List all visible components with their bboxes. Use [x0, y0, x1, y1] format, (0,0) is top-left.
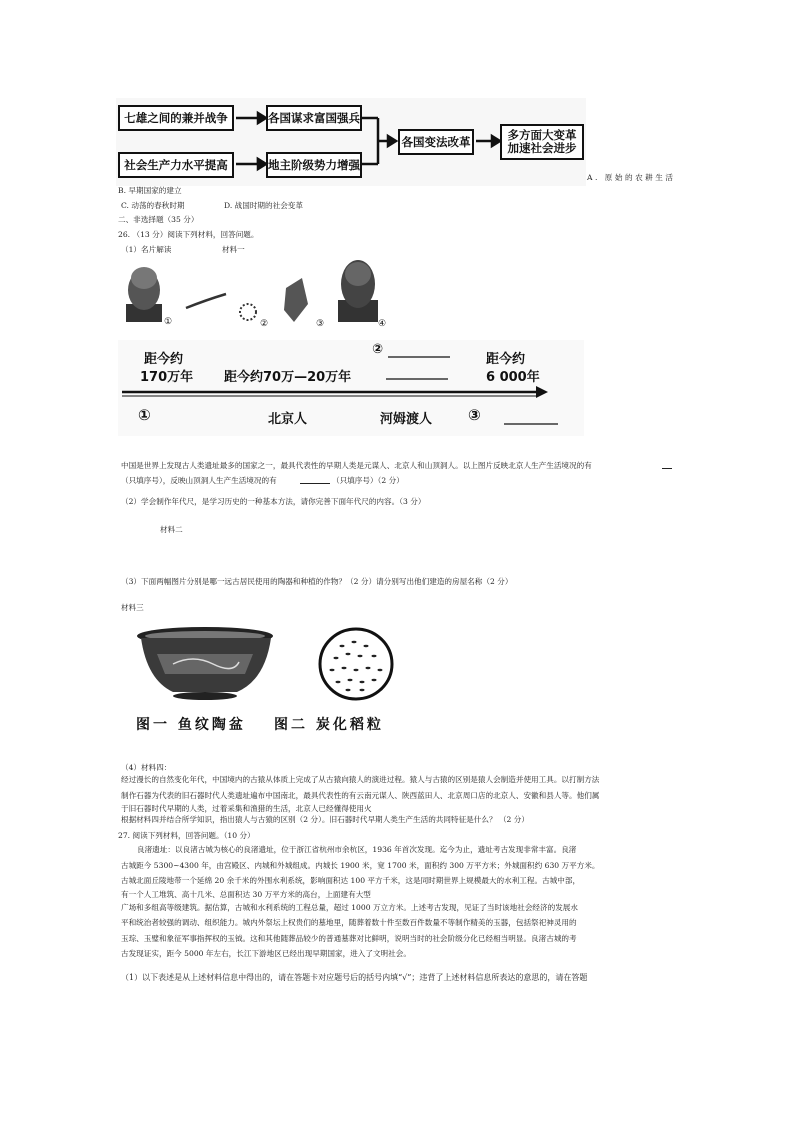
flow-diagram	[116, 98, 586, 186]
q27-material	[121, 842, 600, 962]
bust-peking-image	[338, 260, 378, 322]
q27-heading: 27. 阅读下列材料，回答问题。（10 分）	[118, 831, 255, 840]
tl-label-3b: 6 000年	[486, 370, 540, 385]
q27-line-2: 古城距今 5300~4300 年，由宫殿区、内城和外城组成。内城长 1900 米，宽 1700 米，面积约 300 万平方米；外城面积约 630 万平方米。	[121, 860, 600, 870]
q27-line-8: 古发现证实，距今 5000 年左右，长江下游地区已经出现早期国家，进入了文明社会。	[121, 949, 411, 958]
tl-blank-2: ②	[372, 342, 384, 357]
material-4-line-4: 根据材料四并结合所学知识，指出猿人与古猿的区别（2 分）。旧石器时代早期人类生产生活的共同特征是什么？ （2 分）	[121, 815, 529, 824]
tl-hemudu: 河姆渡人	[380, 412, 433, 427]
tl-blank-1: ①	[138, 406, 151, 424]
q26-p1b: （只填序号），反映山顶洞人生产生活境况的有	[121, 476, 277, 485]
beads-image	[240, 304, 256, 320]
q26-p1-blank-1[interactable]	[662, 468, 672, 469]
tl-label-1b: 170万年	[140, 370, 194, 385]
q26-p2: （2）学会制作年代尺，是学习历史的一种基本方法，请你完善下面年代尺的内容。（3 分）	[121, 497, 426, 506]
flow-box-change-line2: 加速社会进步	[507, 141, 577, 155]
q26-p3: （3）下面两幅图片分别是哪一远古居民使用的陶器和种植的作物？（2 分）请分别写出他们建造的房屋名称（2 分）	[121, 577, 513, 586]
img-num-4: ④	[378, 319, 387, 329]
material-1-images	[116, 256, 396, 336]
bust-yuanmou-image	[126, 267, 162, 322]
section-2-heading: 二、非选择题（35 分）	[118, 215, 199, 224]
q27-sub1: （1）以下表述是从上述材料信息中得出的，请在答题卡对应题号后的括号内填“√”；违背了上述材料信息所表达的意思的，请在答题	[121, 973, 588, 982]
q26-p1c: （只填序号）（2 分）	[332, 476, 404, 485]
flow-box-change	[500, 124, 584, 160]
img-num-3: ③	[316, 319, 325, 329]
material-4-line-2: 制作石器为代表的旧石器时代人类遗址遍布中国南北，最具代表性的有云南元谋人、陕西蓝田人、北京周口店的北京人、安徽和县人等。他们属	[121, 790, 600, 800]
tl-label-3a: 距今约	[486, 352, 526, 367]
q27-line-3: 古城北面丘陵地带一个延绵 20 余千米的外围水利系统，影响面积达 100 平方千米，这是同时期世界上规模最大的水利工程。古城中部，	[121, 876, 581, 885]
flow-box-reform: 各国变法改革	[398, 129, 474, 155]
q26-heading: 26. （13 分）阅读下列材料，回答问题。	[118, 230, 259, 239]
caption-fig2: 图二 炭化稻粒	[274, 717, 384, 733]
img-num-2: ②	[260, 319, 269, 329]
tl-peking-man: 北京人	[268, 412, 308, 427]
q26-p1-blank-2[interactable]	[300, 483, 330, 484]
material-4-line-3: 于旧石器时代早期的人类，过着采集和渔猎的生活，北京人已经懂得使用火	[121, 804, 372, 813]
flow-box-wars: 七雄之间的兼并战争	[118, 105, 234, 131]
material-4-text	[121, 772, 599, 826]
q27-line-1: 良渚遗址：以良渚古城为核心的良渚遗址，位于浙江省杭州市余杭区，1936 年首次发现。迄今为止，遗址考古发现非常丰富。良渚	[137, 845, 577, 854]
option-c: C. 动荡的春秋时期	[121, 201, 185, 210]
stone-tool-image	[284, 278, 308, 322]
option-d: D. 战国时期的社会变革	[224, 201, 303, 210]
flow-box-productivity: 社会生产力水平提高	[118, 152, 234, 178]
q27-line-6: 平和统治者较强的调动、组织能力。城内外祭坛上权贵们的墓地里，随葬着数十件至数百件数量不等制作精美的玉器，包括祭祀神灵用的	[121, 918, 577, 927]
q27-line-4: 有一个人工堆筑、高十几米、总面积达 30 万平方米的高台，上面建有大型	[121, 889, 371, 899]
img-num-1: ①	[164, 317, 173, 327]
tl-label-1a: 距今约	[144, 352, 184, 367]
tl-blank-3: ③	[468, 406, 481, 424]
pottery-basin-image	[133, 624, 279, 702]
timeline-figure	[118, 340, 584, 436]
flow-box-landlord: 地主阶级势力增强	[266, 152, 362, 178]
material-3-label: 材料三	[121, 603, 144, 612]
material-1-label: 材料一	[222, 245, 245, 254]
material-4-line-1: 经过漫长的自然变化年代，中国境内的古猿从体质上完成了从古猿向猿人的演进过程。猿人与古猿的区别是猿人会制造并使用工具。以打制方法	[121, 775, 600, 784]
q27-line-7: 玉琮、玉璧和象征军事指挥权的玉钺。这和其他随葬品较少的普通墓葬对比鲜明，说明当时的社会阶级分化已经相当明显。良渚古城的考	[121, 933, 577, 943]
carbonized-rice-image	[316, 626, 396, 702]
tool-image	[186, 294, 226, 308]
tl-label-2: 距今约70万—20万年	[224, 370, 352, 385]
caption-fig1: 图一 鱼纹陶盆	[136, 717, 246, 733]
option-a: A. 原始的农耕生活	[587, 173, 676, 182]
q27-line-5: 广场和多组高等级建筑。据估算，古城和水利系统的工程总量，超过 1000 万立方米。上述考古发现，见证了当时该地社会经济的发展水	[121, 902, 578, 912]
q26-p4: （4）材料四：	[121, 763, 172, 772]
material-2-label: 材料二	[160, 525, 183, 534]
flow-box-change-line1: 多方面大变革	[507, 128, 577, 142]
flow-box-strength: 各国谋求富国强兵	[266, 105, 362, 131]
q26-sub1: （1）名片解读	[121, 245, 172, 254]
option-b: B. 早期国家的建立	[118, 186, 182, 195]
q26-p1a: 中国是世界上发现古人类遗址最多的国家之一，最具代表性的早期人类是元谋人、北京人和山顶洞人。以上图片反映北京人生产生活境况的有	[121, 461, 592, 470]
